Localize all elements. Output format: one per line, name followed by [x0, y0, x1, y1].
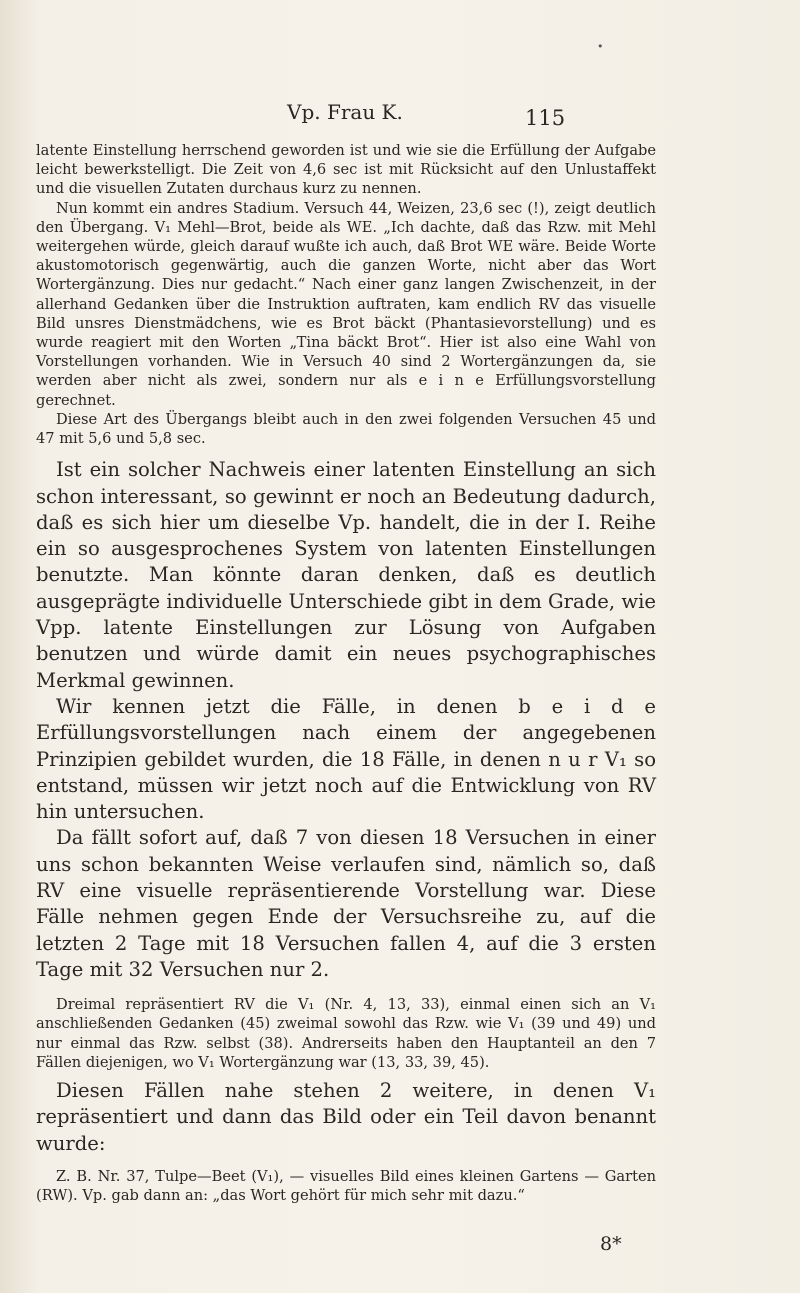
paragraph-two-more: Diesen Fällen nahe stehen 2 weitere, in denen V₁ repräsentiert und dann das Bild oder ein Teil davon benannt wurde: — [36, 1079, 656, 1155]
page-number: 115 — [525, 106, 566, 130]
paragraph-seven-cases: Da fällt sofort auf, daß 7 von diesen 18 Versuchen in einer uns schon bekannten Weise verlaufen sind, nämlich so, daß RV eine visuelle repräsentierende Vorstellung war. Diese Fälle nehmen gegen Ende der Versuchsreihe zu, auf die letzten 2 Tage mit 18 Versuchen fallen 4, auf die 3 ersten Tage mit 32 Versuchen nur 2. — [36, 826, 656, 981]
page-mark: • — [597, 40, 604, 53]
paragraph-both-cases: Wir kennen jetzt die Fälle, in denen b e i d e Erfüllungsvorstellungen nach einem der angegebenen Prinzipien gebildet wurden, die 18 Fälle, in denen n u r V₁ so entstand, müssen wir jetzt noch auf die Entwicklung von RV hin untersuchen. — [36, 694, 656, 824]
paragraph-example: Z. B. Nr. 37, Tulpe—Beet (V₁), — visuelles Bild eines kleinen Gartens — Garten (RW). Vp. gab dann an: „das Wort gehört für mich sehr mit dazu.“ — [36, 1167, 656, 1205]
paragraph-stage: Nun kommt ein andres Stadium. Versuch 44, Weizen, 23,6 sec (!), zeigt deutlich den Übergang. V₁ Mehl—Brot, beide als WE. „Ich dachte, daß das Rzw. mit Mehl weitergehen würde, gleich darauf wußte ich auch, daß Brot WE wäre. Beide Worte akustomotorisch gegenwärtig, auch die ganzen Worte, nicht aber das Wort Wortergänzung. Dies nur gedacht.“ Nach einer ganz langen Zwischenzeit, in der allerhand Gedanken über die Instruktion auftraten, kam endlich RV das visuelle Bild unsres Dienstmädchens, wie es Brot bäckt (Phantasievorstellung) und es wurde reagiert mit den Worten „Tina bäckt Brot“. Hier ist also eine Wahl von Vorstellungen vorhanden. Wie in Versuch 40 sind 2 Wortergänzungen da, sie werden aber nicht als zwei, sondern nur als e i n e Erfüllungsvorstellung gerechnet. — [36, 199, 656, 409]
paragraph-continuation: latente Einstellung herrschend geworden ist und wie sie die Erfüllung der Aufgabe leicht bewerkstelligt. Die Zeit von 4,6 sec ist mit Rücksicht auf den Unlustaffekt und die visuellen Zutaten durchaus kurz zu nennen. — [36, 142, 656, 198]
paragraph-latent-evidence: Ist ein solcher Nachweis einer latenten Einstellung an sich schon interessant, so gewinnt er noch an Bedeutung dadurch, daß es sich hier um dieselbe Vp. handelt, die in der I. Reihe ein so ausgesprochenes System von latenten Einstellungen benutzte. Man könnte daran denken, daß es deutlich ausgeprägte individuelle Unterschiede gibt in dem Grade, wie Vpp. latente Einstellungen zur Lösung von Aufgaben benutzen und würde damit ein neues psychographisches Merkmal gewinnen. — [36, 458, 656, 692]
paragraph-threefold: Dreimal repräsentiert RV die V₁ (Nr. 4, 13, 33), einmal einen sich an V₁ anschließenden Gedanken (45) zweimal sowohl das Rzw. wie V₁ (39 und 49) und nur einmal das Rzw. selbst (38). Andrerseits haben den Hauptanteil an den 7 Fällen diejenigen, wo V₁ Wortergänzung war (13, 33, 39, 45). — [36, 996, 656, 1071]
running-head: Vp. Frau K. — [287, 100, 403, 124]
signature-mark: 8* — [600, 1233, 622, 1255]
body-text — [36, 141, 656, 1205]
page-header — [0, 100, 800, 130]
paragraph-transition: Diese Art des Übergangs bleibt auch in den zwei folgenden Versuchen 45 und 47 mit 5,6 und 5,8 sec. — [36, 410, 656, 448]
